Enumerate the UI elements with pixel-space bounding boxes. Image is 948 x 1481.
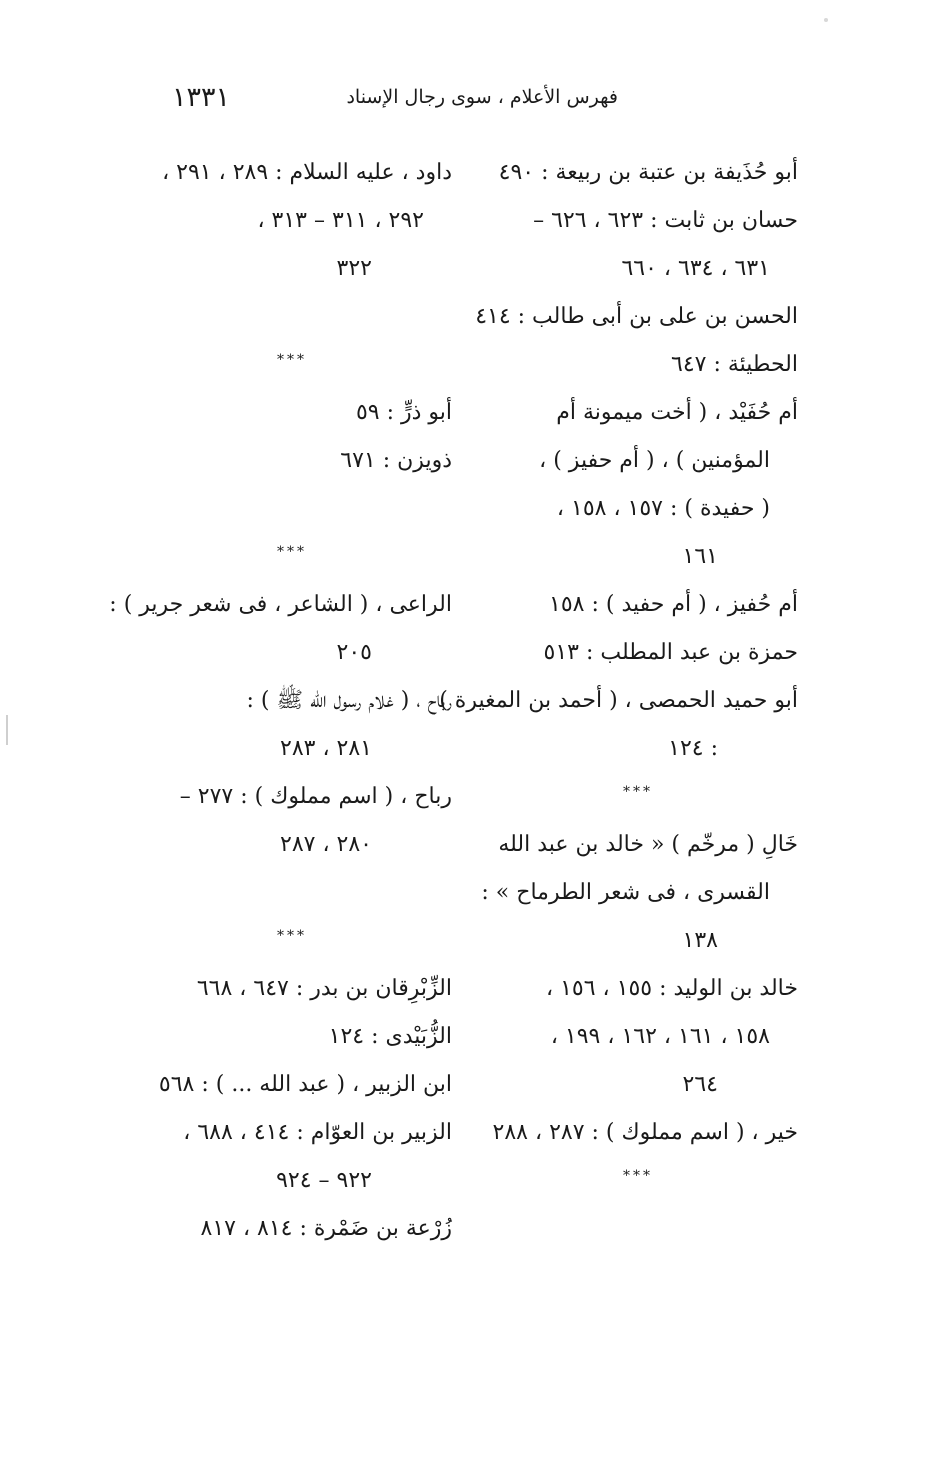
page-number: ١٣٣١ <box>172 82 231 113</box>
index-column-right <box>439 153 798 1209</box>
section-separator: *** <box>623 784 653 800</box>
index-entry: أبو ذرٍّ : ٥٩ <box>355 400 452 425</box>
index-entry: خالد بن الوليد : ١٥٥ ، ١٥٦ ، <box>546 976 798 1001</box>
index-entry: رباح ، ( اسم مملوك ) : ٢٧٧ – <box>179 784 452 809</box>
index-entry-continuation: ( حفيدة ) : ١٥٧ ، ١٥٨ ، <box>556 496 770 521</box>
index-entry: رباح ، ( غلام رسول الله ﷺ ) : <box>246 688 452 713</box>
blank-line <box>132 873 452 921</box>
index-entry: الراعى ، ( الشاعر ، فى شعر جرير ) : <box>109 592 452 617</box>
index-entry: خير ، ( اسم مملوك ) : ٢٨٧ ، ٢٨٨ <box>492 1120 798 1145</box>
blank-line <box>132 489 452 537</box>
index-entry: الزِّبْرِقان بن بدر : ٦٤٧ ، ٦٦٨ <box>196 976 452 1001</box>
index-entry: أبو حُذَيفة بن عتبة بن ربيعة : ٤٩٠ <box>498 160 798 185</box>
index-entry-continuation: ٢٠٥ <box>336 640 372 665</box>
index-entry: الزبير بن العوّام : ٤١٤ ، ٦٨٨ ، <box>183 1120 452 1145</box>
index-entry: الحطيئة : ٦٤٧ <box>671 352 798 377</box>
index-entry-continuation: ٣٢٢ <box>336 256 372 281</box>
index-entry: أبو حميد الحمصى ، ( أحمد بن المغيرة ) <box>439 688 798 713</box>
index-entry-continuation: ٦٣١ ، ٦٣٤ ، ٦٦٠ <box>621 256 770 281</box>
scan-speck <box>824 18 828 22</box>
index-entry: خَالِ ( مرخّم ) « خالد بن عبد الله <box>498 832 798 857</box>
index-entry-continuation: القسرى ، فى شعر الطرماح » : <box>481 880 770 905</box>
section-separator: *** <box>623 1168 653 1184</box>
section-separator: *** <box>277 928 307 944</box>
section-separator: *** <box>277 352 307 368</box>
index-entry-continuation: ٢٩٢ ، ٣١١ – ٣١٣ ، <box>257 208 424 233</box>
index-entry: ابن الزبير ، ( عبد الله ... ) : ٥٦٨ <box>158 1072 452 1097</box>
index-entry: الحسن بن على بن أبى طالب : ٤١٤ <box>475 304 798 329</box>
index-entry: الزُّبَيْدى : ١٢٤ <box>328 1024 452 1049</box>
index-entry: حمزة بن عبد المطلب : ٥١٣ <box>543 640 798 665</box>
section-separator: *** <box>277 544 307 560</box>
blank-line <box>132 297 452 345</box>
index-entry-continuation: ١٣٨ <box>682 928 718 953</box>
index-entry-continuation: : ١٢٤ <box>668 736 718 761</box>
running-title: فهرس الأعلام ، سوى رجال الإسناد <box>346 86 618 108</box>
index-entry: ذويزن : ٦٧١ <box>340 448 452 473</box>
index-entry: أم حُفيز ، ( أم حفيد ) : ١٥٨ <box>549 592 798 617</box>
index-entry-continuation: ١٦١ <box>682 544 718 569</box>
index-column-left <box>109 153 452 1257</box>
index-entry-continuation: ٢٦٤ <box>682 1072 718 1097</box>
index-entry-continuation: ٩٢٢ – ٩٢٤ <box>276 1168 372 1193</box>
index-entry: حسان بن ثابت : ٦٢٣ ، ٦٢٦ – <box>533 208 798 233</box>
index-entry: داود ، عليه السلام : ٢٨٩ ، ٢٩١ ، <box>162 160 452 185</box>
index-entry: أم حُفَيْد ، ( أخت ميمونة أم <box>556 400 798 425</box>
index-entry-continuation: ١٥٨ ، ١٦١ ، ١٦٢ ، ١٩٩ ، <box>550 1024 770 1049</box>
index-entry-continuation: ٢٨٠ ، ٢٨٧ <box>280 832 372 857</box>
index-entry: زُرْعة بن ضَمْرة : ٨١٤ ، ٨١٧ <box>200 1216 452 1241</box>
index-entry-continuation: المؤمنين ) ، ( أم حفيز ) ، <box>539 448 770 473</box>
index-entry-continuation: ٢٨١ ، ٢٨٣ <box>280 736 372 761</box>
scan-edge-mark <box>6 715 8 745</box>
